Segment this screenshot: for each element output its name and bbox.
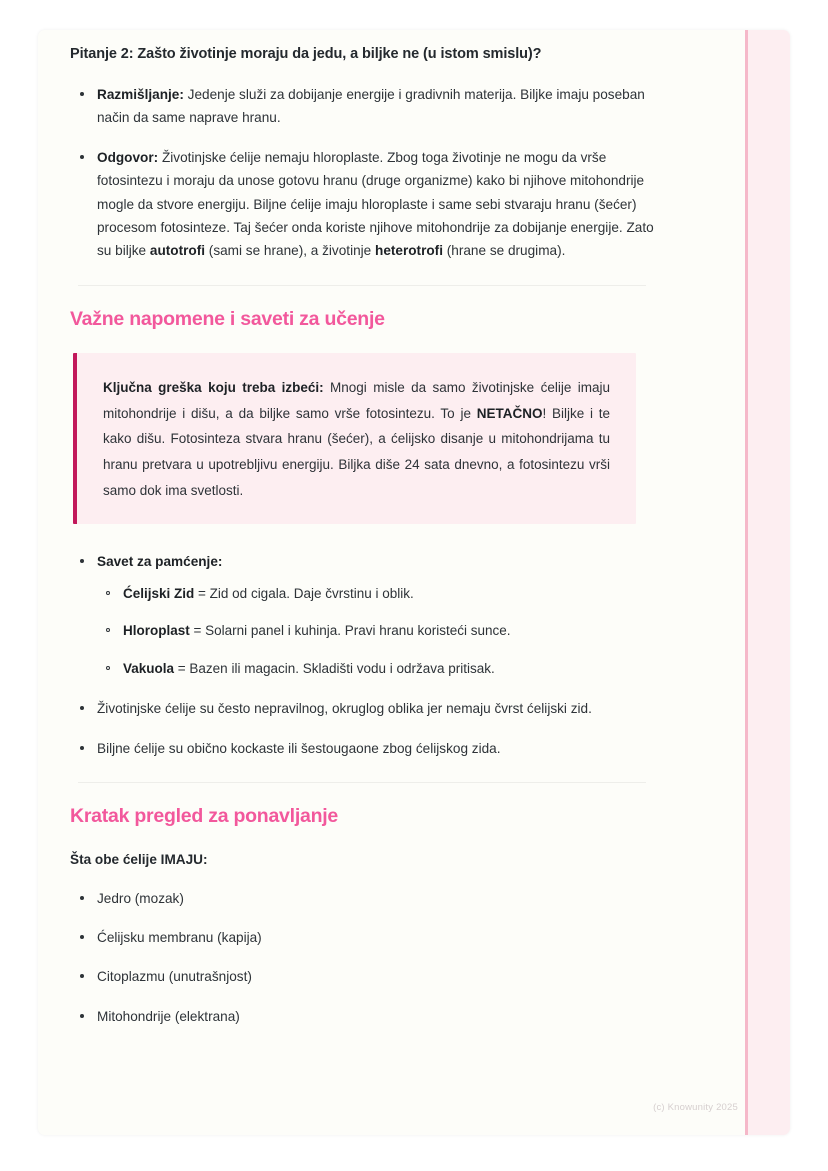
question-bullet-list <box>70 83 670 263</box>
section-divider-2 <box>78 782 646 783</box>
definition-hloroplast: = Solarni panel i kuhinja. Pravi hranu koristeći sunce. <box>189 623 511 639</box>
note-text-animal-cells: Životinjske ćelije su često nepravilnog, okruglog oblika jer nemaju čvrst ćelijski zid. <box>97 701 592 717</box>
callout-text <box>103 375 610 505</box>
list-item-mitohondrije <box>70 1005 670 1028</box>
odgovor-bold-autotrofi: autotrofi <box>149 243 206 259</box>
sublist-item-hloroplast <box>97 620 670 643</box>
definition-celijski-zid: = Zid od cigala. Daje čvrstinu i oblik. <box>194 585 414 601</box>
list-item-jedro <box>70 887 670 910</box>
callout-bold-netacno: NETAČNO <box>476 405 543 421</box>
item-label-odgovor: Odgovor: <box>97 149 159 165</box>
list-item-note-animal-cells <box>70 697 670 720</box>
list-item-savet <box>70 550 670 681</box>
definition-vakuola: = Bazen ili magacin. Skladišti vodu i održava pritisak. <box>174 661 495 677</box>
callout-text-1: Mnogi misle da samo životinjske ćelije imaju mitohondrije i dišu, a da biljke samo vrše fotosintezu. To je <box>103 379 610 421</box>
callout-lead: Ključna greška koju treba izbeći: <box>103 379 324 395</box>
right-accent-rule <box>745 30 748 1135</box>
document-content <box>70 30 670 1044</box>
odgovor-text-3: (hrane se drugima). <box>442 243 566 259</box>
list-item-citoplazma <box>70 965 670 988</box>
notes-bullet-list <box>70 550 670 760</box>
odgovor-text-2: (sami se hrane), a životinje <box>205 243 376 259</box>
copyright-watermark: (c) Knowunity 2025 <box>653 1102 738 1113</box>
document-page <box>38 30 790 1135</box>
list-item-razmisljanje <box>70 83 670 130</box>
review-text-citoplazma: Citoplazmu (unutrašnjost) <box>97 969 252 985</box>
section-heading-review: Kratak pregled za ponavljanje <box>70 805 339 828</box>
review-text-jedro: Jedro (mozak) <box>97 890 184 906</box>
warning-callout <box>73 353 636 525</box>
odgovor-text-1: Životinjske ćelije nemaju hloroplaste. Zbog toga životinje ne mogu da vrše fotosintezu i moraju da unose gotovu hranu (druge organizme) kako bi njihove mitohondrije mogle da stvore energiju. Biljne ćelije imaju hloroplaste i same sebi stvaraju hranu (šećer) procesom fotosinteze. Taj šećer onda koriste njihove mitohondrije za dobijanje energije. Zato su biljke <box>97 149 654 259</box>
list-item-odgovor <box>70 146 670 263</box>
item-label-razmisljanje: Razmišljanje: <box>97 87 184 103</box>
review-text-mitohondrije: Mitohondrije (elektrana) <box>97 1008 240 1024</box>
sublist-item-celijski-zid <box>97 583 670 606</box>
tip-label: Savet za pamćenje: <box>97 554 223 570</box>
term-hloroplast: Hloroplast <box>123 623 190 639</box>
section-heading-notes: Važne napomene i saveti za učenje <box>70 307 385 330</box>
sublist-item-vakuola <box>97 658 670 681</box>
list-item-celijska-membrana <box>70 926 670 949</box>
callout-text-2: ! Biljke i te kako dišu. Fotosinteza stvara hranu (šećer), a ćelijsko disanje u mitohondrijama tu hranu pretvara u upotrebljivu energiju. Biljka diše 24 sata dnevno, a fotosintezu vrši samo dok ima svetlosti. <box>103 405 610 499</box>
right-accent-panel <box>748 30 790 1135</box>
odgovor-bold-heterotrofi: heterotrofi <box>375 243 443 259</box>
term-celijski-zid: Ćelijski Zid <box>123 585 195 601</box>
note-text-plant-cells: Biljne ćelije su obično kockaste ili šestougaone zbog ćelijskog zida. <box>97 740 501 756</box>
list-item-note-plant-cells <box>70 737 670 760</box>
question-title: Pitanje 2: Zašto životinje moraju da jedu, a biljke ne (u istom smislu)? <box>70 46 542 62</box>
tip-sublist <box>97 583 670 682</box>
review-subheading: Šta obe ćelije IMAJU: <box>70 852 208 868</box>
section-divider-1 <box>78 285 646 286</box>
review-text-celijska-membrana: Ćelijsku membranu (kapija) <box>97 929 262 945</box>
review-bullet-list <box>70 887 670 1029</box>
term-vakuola: Vakuola <box>123 661 175 677</box>
item-text-razmisljanje: Jedenje služi za dobijanje energije i gradivnih materija. Biljke imaju poseban način da same naprave hranu. <box>97 87 645 126</box>
